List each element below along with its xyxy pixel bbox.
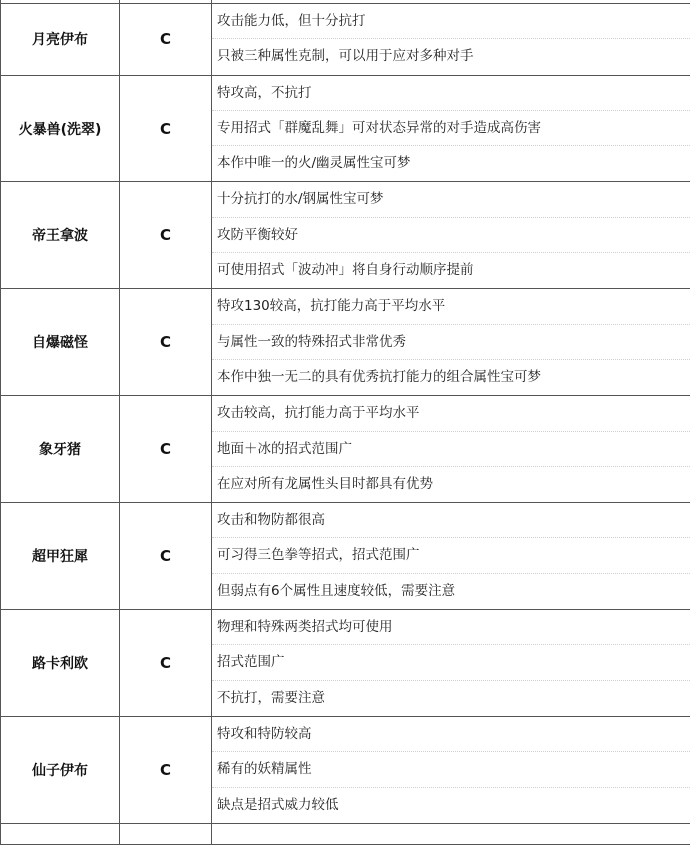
table-row <box>1 716 690 823</box>
pokemon-name: 月亮伊布 <box>1 4 120 76</box>
note-line: 只被三种属性克制，可以用于应对多种对手 <box>212 39 690 74</box>
note-line: 物理和特殊两类招式均可使用 <box>212 610 690 645</box>
notes-cell <box>212 716 690 823</box>
table-row <box>1 396 690 503</box>
pokemon-name: 自爆磁怪 <box>1 289 120 396</box>
note-line: 在应对所有龙属性头目时都具有优势 <box>212 467 690 502</box>
note-line: 本作中唯一的火/幽灵属性宝可梦 <box>212 146 690 181</box>
table-row <box>1 182 690 289</box>
note-line: 不抗打，需要注意 <box>212 681 690 716</box>
note-line: 攻击和物防都很高 <box>212 503 690 538</box>
pokemon-name: 帝王拿波 <box>1 182 120 289</box>
rank-grade: C <box>120 182 212 289</box>
table-row <box>1 4 690 76</box>
table-row <box>1 610 690 717</box>
rank-grade: C <box>120 716 212 823</box>
note-line: 特攻高，不抗打 <box>212 76 690 111</box>
table-row <box>1 503 690 610</box>
rank-grade: C <box>120 396 212 503</box>
note-line: 地面＋冰的招式范围广 <box>212 432 690 467</box>
note-line: 攻击能力低，但十分抗打 <box>212 4 690 39</box>
pokemon-name: 火暴兽(洗翠) <box>1 75 120 182</box>
note-line: 缺点是招式威力较低 <box>212 788 690 823</box>
notes-cell <box>212 75 690 182</box>
notes-cell <box>212 182 690 289</box>
note-line: 本作中独一无二的具有优秀抗打能力的组合属性宝可梦 <box>212 360 690 395</box>
rank-grade: C <box>120 610 212 717</box>
notes-cell <box>212 396 690 503</box>
table-row <box>1 289 690 396</box>
note-line: 专用招式「群魔乱舞」可对状态异常的对手造成高伤害 <box>212 111 690 146</box>
note-line: 与属性一致的特殊招式非常优秀 <box>212 325 690 360</box>
note-line: 可使用招式「波动冲」将自身行动顺序提前 <box>212 253 690 288</box>
table-row-partial-bottom <box>1 823 690 844</box>
notes-cell <box>212 289 690 396</box>
table-body <box>1 0 690 844</box>
note-line: 招式范围广 <box>212 645 690 680</box>
rank-grade: C <box>120 4 212 76</box>
note-line: 特攻130较高，抗打能力高于平均水平 <box>212 289 690 324</box>
pokemon-name: 路卡利欧 <box>1 610 120 717</box>
notes-cell <box>212 503 690 610</box>
note-line: 但弱点有6个属性且速度较低，需要注意 <box>212 574 690 609</box>
notes-cell <box>212 4 690 76</box>
note-line: 攻防平衡较好 <box>212 218 690 253</box>
rank-grade: C <box>120 289 212 396</box>
note-line: 十分抗打的水/钢属性宝可梦 <box>212 182 690 217</box>
notes-cell <box>212 610 690 717</box>
table-row <box>1 75 690 182</box>
rank-grade: C <box>120 75 212 182</box>
note-line: 攻击较高，抗打能力高于平均水平 <box>212 396 690 431</box>
pokemon-name: 象牙猪 <box>1 396 120 503</box>
pokemon-name: 超甲狂犀 <box>1 503 120 610</box>
note-line: 可习得三色拳等招式，招式范围广 <box>212 538 690 573</box>
rank-grade: C <box>120 503 212 610</box>
note-line: 特攻和特防较高 <box>212 717 690 752</box>
note-line: 稀有的妖精属性 <box>212 752 690 787</box>
pokemon-name: 仙子伊布 <box>1 716 120 823</box>
